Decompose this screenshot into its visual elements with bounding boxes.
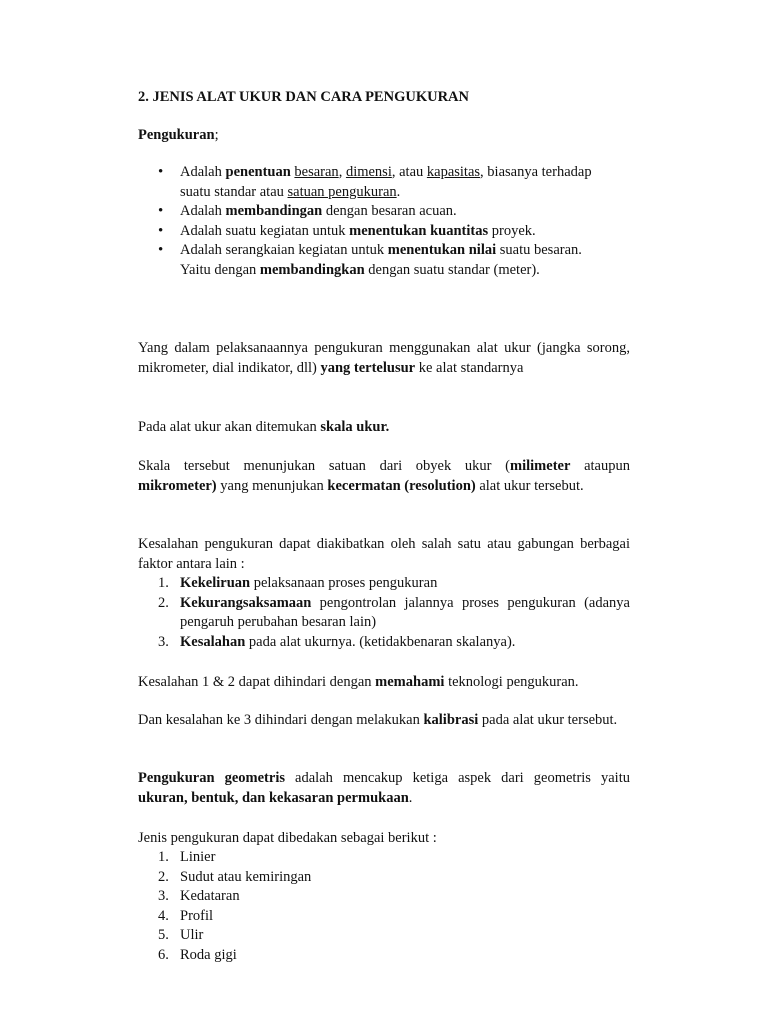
measurement-type-item: 6. Roda gigi xyxy=(158,946,237,963)
definition-item: • Adalah suatu kegiatan untuk menentukan kuantitas proyek. xyxy=(138,222,608,242)
error-item: 2. Kekurangsaksamaan pengontrolan jalannya proses pengukuran (adanya pengaruh perubahan besaran lain) xyxy=(158,594,630,630)
definition-list xyxy=(138,163,608,280)
paragraph-alat-ukur: Yang dalam pelaksanaannya pengukuran menggunakan alat ukur (jangka sorong, mikrometer, dial indikator, dll) yang tertelusur ke alat standarnya xyxy=(138,340,630,376)
measurement-type-item: 3. Kedataran xyxy=(158,888,240,904)
paragraph-kalibrasi: Dan kesalahan ke 3 dihindari dengan melakukan kalibrasi pada alat ukur tersebut. xyxy=(138,712,618,728)
error-item: 3. Kesalahan pada alat ukurnya. (ketidakbenaran skalanya). xyxy=(158,633,516,650)
pengukuran-term: Pengukuran xyxy=(138,127,215,143)
error-list xyxy=(138,574,630,652)
paragraph-satuan: Skala tersebut menunjukan satuan dari obyek ukur (milimeter ataupun mikrometer) yang menunjukan kecermatan (resolution) alat ukur tersebut. xyxy=(138,458,630,494)
error-item: 1. Kekeliruan pelaksanaan proses pengukuran xyxy=(158,575,438,591)
measurement-type-item: 2. Sudut atau kemiringan xyxy=(158,868,312,885)
paragraph-jenis: Jenis pengukuran dapat dibedakan sebagai berikut : xyxy=(138,830,437,846)
pengukuran-colon: ; xyxy=(214,127,219,143)
paragraph-geometris: Pengukuran geometris adalah mencakup ketiga aspek dari geometris yaitu ukuran, bentuk, dan kekasaran permukaan. xyxy=(138,770,630,806)
measurement-type-list xyxy=(138,848,630,965)
measurement-type-item: 1. Linier xyxy=(158,849,216,865)
paragraph-memahami: Kesalahan 1 & 2 dapat dihindari dengan memahami teknologi pengukuran. xyxy=(138,674,579,690)
section-heading: 2. JENIS ALAT UKUR DAN CARA PENGUKURAN xyxy=(138,89,469,105)
definition-item: • Adalah penentuan besaran, dimensi, atau kapasitas, biasanya terhadap suatu standar atau satuan pengukuran. xyxy=(138,163,608,202)
definition-item: • Adalah membandingan dengan besaran acuan. xyxy=(138,202,608,222)
measurement-type-item: 5. Ulir xyxy=(158,927,204,943)
paragraph-skala-ukur: Pada alat ukur akan ditemukan skala ukur. xyxy=(138,419,390,435)
definition-item: • Adalah serangkaian kegiatan untuk menentukan nilai suatu besaran. Yaitu dengan membandingkan dengan suatu standar (meter). xyxy=(138,241,608,280)
paragraph-kesalahan: Kesalahan pengukuran dapat diakibatkan oleh salah satu atau gabungan berbagai faktor antara lain : xyxy=(138,536,630,572)
pengukuran-label xyxy=(138,126,630,146)
measurement-type-item: 4. Profil xyxy=(158,907,214,924)
